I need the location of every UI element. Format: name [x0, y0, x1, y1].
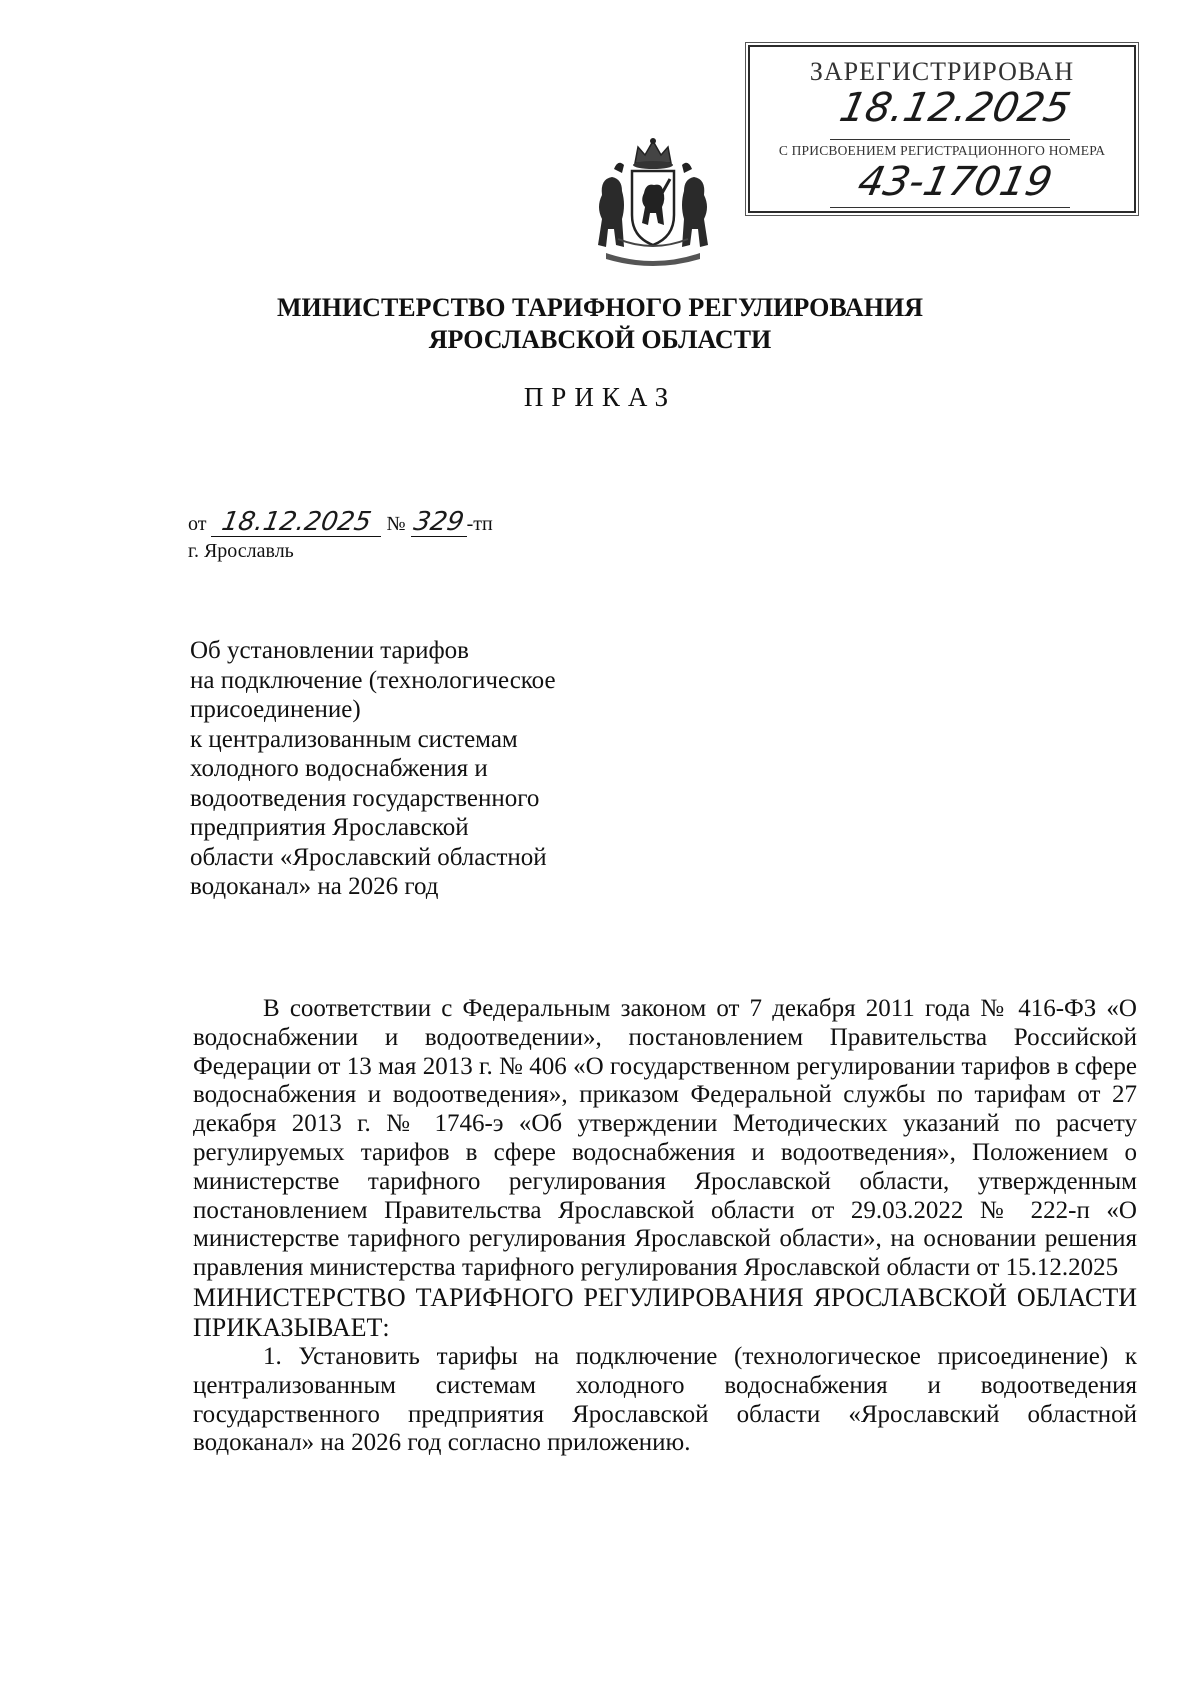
- order-item-1: 1. Установить тарифы на подключение (технологическое присоединение) к централизованным системам холодного водоснабжения и водоотведения государственного предприятия Ярославской области «Ярославский областной водоканал» на 2026 год согласно приложению.: [193, 1342, 1137, 1457]
- document-subject: [190, 636, 630, 902]
- stamp-subtitle: С ПРИСВОЕНИЕМ РЕГИСТРАЦИОННОГО НОМЕРА: [778, 143, 1106, 158]
- subject-line: области «Ярославский областной: [190, 843, 547, 871]
- number-label: №: [386, 513, 406, 535]
- stamp-divider: [830, 207, 1070, 208]
- stamp-divider: [830, 139, 1070, 140]
- order-suffix: -тп: [466, 513, 493, 535]
- order-date: 18.12.2025: [219, 507, 374, 537]
- subject-line: водоотведения государственного: [190, 784, 540, 812]
- city: г. Ярославль: [188, 540, 294, 562]
- preamble-paragraph: В соответствии с Федеральным законом от 7 декабря 2011 года № 416-ФЗ «О водоснабжении и водоотведении», постановлением Правительства Российской Федерации от 13 мая 2013 г. № 406 «О государственном регулировании тарифов в сфере водоснабжения и водоотведения», приказом Федеральной службы по тарифам от 27 декабря 2013 г. № 1746-э «Об утверждении Методических указаний по расчету регулируемых тарифов в сфере водоснабжения и водоотведения», Положением о министерстве тарифного регулирования Ярославской области, утвержденным постановлением Правительства Ярославской области от 29.03.2022 № 222-п «О министерстве тарифного регулирования Ярославской области», на основании решения правления министерства тарифного регулирования Ярославской области от 15.12.2025: [193, 995, 1137, 1282]
- order-date-number: [188, 507, 493, 537]
- document-type: ПРИКАЗ: [523, 382, 677, 412]
- registration-stamp: [748, 45, 1136, 213]
- stamp-registration-number: 43-17019: [853, 159, 1057, 205]
- subject-line: присоединение): [190, 696, 361, 723]
- coat-of-arms-icon: [588, 135, 718, 270]
- subject-line: водоканал» на 2026 год: [190, 873, 439, 900]
- subject-line: на подключение (технологическое: [190, 666, 556, 694]
- order-number: 329: [411, 507, 467, 537]
- subject-line: предприятия Ярославской: [190, 814, 469, 841]
- subject-line: Об установлении тарифов: [190, 637, 469, 664]
- orders-statement: МИНИСТЕРСТВО ТАРИФНОГО РЕГУЛИРОВАНИЯ ЯРОСЛАВСКОЙ ОБЛАСТИ ПРИКАЗЫВАЕТ:: [193, 1282, 1137, 1342]
- document-body: [193, 995, 1137, 1458]
- ministry-line-2: ЯРОСЛАВСКОЙ ОБЛАСТИ: [428, 325, 772, 354]
- ministry-name: [0, 292, 1200, 356]
- ministry-line-1: МИНИСТЕРСТВО ТАРИФНОГО РЕГУЛИРОВАНИЯ: [276, 293, 924, 322]
- subject-line: холодного водоснабжения и: [190, 755, 488, 782]
- from-label: от: [188, 513, 207, 535]
- stamp-title: ЗАРЕГИСТРИРОВАН: [809, 57, 1075, 86]
- stamp-date: 18.12.2025: [835, 85, 1075, 131]
- subject-line: к централизованным системам: [190, 725, 518, 753]
